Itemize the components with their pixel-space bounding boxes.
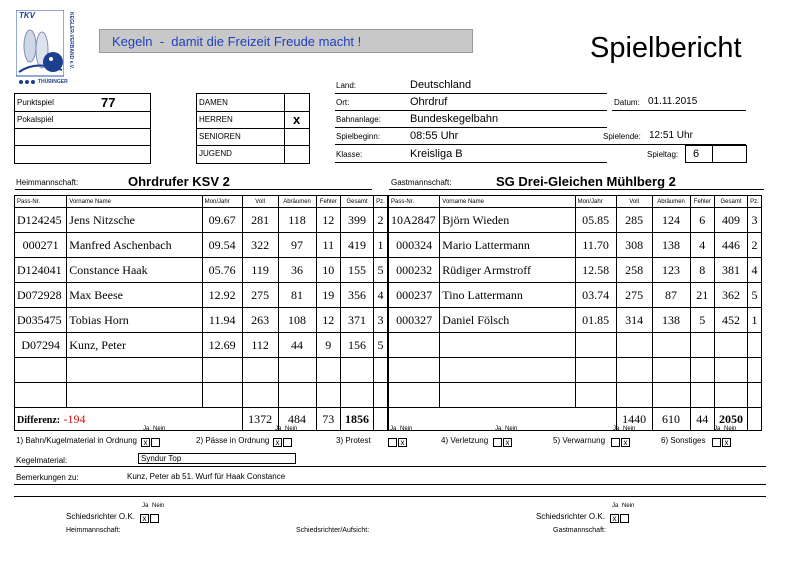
tkv-logo [16,10,78,88]
home-player-table [14,195,388,431]
check-4-nein-box[interactable]: x [503,438,512,447]
pass-cell[interactable]: 000237 [389,283,440,308]
col-header-fehler: Fehler [316,196,341,208]
fehler-cell[interactable] [316,358,341,383]
pass-cell[interactable]: D035475 [15,308,67,333]
col-header-monjahr: Mon/Jahr [575,196,616,208]
pz-cell[interactable] [373,383,387,408]
category-box [196,93,310,164]
kegelmaterial-value[interactable]: Syndur Top [141,454,182,463]
doc-title: Spielbericht [590,32,742,64]
pass-cell[interactable] [15,358,67,383]
monjahr-cell[interactable]: 12.92 [202,283,242,308]
check-2-nein-box[interactable] [283,438,292,447]
fehler-cell[interactable]: 12 [316,308,341,333]
pass-cell[interactable]: 000271 [15,233,67,258]
pz-cell[interactable]: 1 [373,233,387,258]
check-3-label: 3) Protest [336,436,371,445]
table-row [15,383,388,408]
monjahr-cell[interactable] [575,383,616,408]
abr-cell[interactable]: 87 [652,283,690,308]
nein-label: Nein [152,503,165,509]
ort-value[interactable]: Ohrdruf [410,96,448,108]
logo-side-text: KEGLER-VERBAND e.V. [68,12,74,70]
fehler-cell[interactable]: 21 [690,283,715,308]
voll-cell[interactable]: 275 [242,283,278,308]
home-team-name[interactable]: Ohrdrufer KSV 2 [128,174,230,189]
voll-cell[interactable]: 281 [242,208,278,233]
abr-cell[interactable]: 81 [278,283,316,308]
bahnanlage-label: Bahnanlage: [336,115,381,124]
col-header-monjahr: Mon/Jahr [202,196,242,208]
category-herren-label: HERREN [199,115,233,124]
slogan-text: Kegeln - damit die Freizeit Freude macht ! [112,34,362,49]
category-herren-mark[interactable]: x [293,112,301,127]
name-cell[interactable] [440,383,575,408]
schiri-right-ja-box[interactable]: x [610,514,619,523]
differenz-label: Differenz: [17,414,61,426]
col-header-name: Vorname Name [67,196,202,208]
name-cell[interactable]: Tobias Horn [67,308,202,333]
guest-total-voll[interactable]: 1440 [616,408,652,431]
spielbeginn-value[interactable]: 08:55 Uhr [410,130,459,142]
pz-cell[interactable]: 3 [747,208,761,233]
home-total-voll[interactable]: 1372 [242,408,278,431]
nein-label: Nein [505,426,518,432]
voll-cell[interactable] [242,358,278,383]
pz-cell[interactable]: 4 [373,283,387,308]
pass-cell[interactable]: 000232 [389,258,440,283]
check-4-ja-box[interactable] [493,438,502,447]
table-row [389,283,762,308]
nein-label: Nein [724,426,737,432]
ja-label: Ja [390,426,397,432]
col-header-gesamt: Gesamt [341,196,374,208]
table-row [15,283,388,308]
table-row [389,258,762,283]
pz-cell[interactable] [373,358,387,383]
home-total-gesamt[interactable]: 1856 [341,408,374,431]
voll-cell[interactable]: 314 [616,308,652,333]
pz-cell[interactable] [747,333,761,358]
signature-heim-label: Heimmannschaft: [66,527,121,534]
spielart-box [14,93,151,164]
pz-cell[interactable] [747,358,761,383]
pass-cell[interactable] [15,383,67,408]
gesamt-cell[interactable]: 419 [341,233,374,258]
gesamt-cell[interactable] [715,383,748,408]
abr-cell[interactable] [278,358,316,383]
fehler-cell[interactable]: 6 [690,208,715,233]
name-cell[interactable]: Rüdiger Armstroff [440,258,575,283]
category-senioren-label: SENIOREN [199,132,241,141]
name-cell[interactable]: Constance Haak [67,258,202,283]
monjahr-cell[interactable] [575,333,616,358]
pass-cell[interactable]: 000327 [389,308,440,333]
gesamt-cell[interactable] [715,358,748,383]
check-6-label: 6) Sonstiges [661,436,706,445]
pass-cell[interactable] [389,358,440,383]
pz-cell[interactable]: 1 [747,308,761,333]
datum-value[interactable]: 01.11.2015 [648,96,698,107]
home-header-row [15,196,388,208]
guest-team-label: Gastmannschaft: [391,178,452,187]
col-header-name: Vorname Name [440,196,575,208]
gesamt-cell[interactable] [341,358,374,383]
check-3-ja-box[interactable] [388,438,397,447]
monjahr-cell[interactable]: 12.69 [202,333,242,358]
col-header-abr: Abräumen [278,196,316,208]
monjahr-cell[interactable]: 09.67 [202,208,242,233]
name-cell[interactable]: Max Beese [67,283,202,308]
fehler-cell[interactable]: 12 [316,208,341,233]
name-cell[interactable]: Kunz, Peter [67,333,202,358]
punktspiel-label: Punktspiel [17,98,54,107]
voll-cell[interactable]: 258 [616,258,652,283]
category-jugend-label: JUGEND [199,149,232,158]
abr-cell[interactable]: 36 [278,258,316,283]
slogan-banner [99,29,473,53]
name-cell[interactable]: Manfred Aschenbach [67,233,202,258]
monjahr-cell[interactable]: 12.58 [575,258,616,283]
bahnanlage-value[interactable]: Bundeskegelbahn [410,113,499,125]
nein-label: Nein [623,426,636,432]
table-row [389,308,762,333]
gesamt-cell[interactable] [341,383,374,408]
table-row [15,308,388,333]
gesamt-cell[interactable]: 356 [341,283,374,308]
gesamt-cell[interactable]: 371 [341,308,374,333]
schiri-left-nein-box[interactable] [150,514,159,523]
check-1-ja-box[interactable]: x [141,438,150,447]
land-label: Land: [336,81,357,90]
name-cell[interactable]: Björn Wieden [440,208,575,233]
abr-cell[interactable]: 138 [652,233,690,258]
logo-bottom-text: THÜRINGER [38,79,68,85]
signature-gast-label: Gastmannschaft: [553,527,606,534]
name-cell[interactable]: Jens Nitzsche [67,208,202,233]
name-cell[interactable] [67,358,202,383]
check-6-ja-box[interactable] [712,438,721,447]
pokalspiel-label: Pokalspiel [17,115,54,124]
pz-cell[interactable]: 3 [373,308,387,333]
col-header-voll: Voll [616,196,652,208]
col-header-pz: Pz. [747,196,761,208]
abr-cell[interactable] [652,358,690,383]
spieltag-value[interactable]: 6 [693,148,700,160]
pz-cell[interactable]: 4 [747,258,761,283]
name-cell[interactable]: Tino Lattermann [440,283,575,308]
check-row [0,426,800,448]
pz-cell[interactable] [747,383,761,408]
guest-header-row [389,196,762,208]
fehler-cell[interactable]: 8 [690,258,715,283]
abr-cell[interactable] [652,383,690,408]
spielende-value[interactable]: 12:51 Uhr [649,130,693,141]
gesamt-cell[interactable]: 452 [715,308,748,333]
abr-cell[interactable]: 138 [652,308,690,333]
gesamt-cell[interactable]: 409 [715,208,748,233]
monjahr-cell[interactable] [202,383,242,408]
bemerkungen-label: Bemerkungen zu: [16,473,79,482]
voll-cell[interactable]: 275 [616,283,652,308]
voll-cell[interactable]: 263 [242,308,278,333]
col-header-pass: Pass-Nr. [15,196,67,208]
gesamt-cell[interactable]: 381 [715,258,748,283]
pass-cell[interactable]: D07294 [15,333,67,358]
schiedsrichter-ok-right-label: Schiedsrichter O.K. [536,512,605,521]
fehler-cell[interactable]: 9 [316,333,341,358]
fehler-cell[interactable]: 10 [316,258,341,283]
guest-player-table [388,195,762,431]
abr-cell[interactable]: 97 [278,233,316,258]
table-row [389,333,762,358]
ja-label: Ja [613,426,620,432]
table-row [15,358,388,383]
fehler-cell[interactable] [690,333,715,358]
table-row [15,208,388,233]
check-1-nein-box[interactable] [151,438,160,447]
abr-cell[interactable]: 124 [652,208,690,233]
check-3-nein-box[interactable]: x [398,438,407,447]
guest-team-name[interactable]: SG Drei-Gleichen Mühlberg 2 [496,174,676,189]
differenz-value[interactable]: -194 [63,411,86,426]
table-row [15,333,388,358]
pass-cell[interactable] [389,383,440,408]
monjahr-cell[interactable]: 03.74 [575,283,616,308]
gesamt-cell[interactable] [715,333,748,358]
home-total-abr[interactable]: 484 [278,408,316,431]
pass-cell[interactable]: D124245 [15,208,67,233]
spieltag-box [685,145,747,163]
pz-cell[interactable]: 2 [747,233,761,258]
abr-cell[interactable] [652,333,690,358]
klasse-value[interactable]: Kreisliga B [410,148,463,160]
table-row [389,208,762,233]
name-cell[interactable]: Mario Lattermann [440,233,575,258]
pass-cell[interactable]: D124041 [15,258,67,283]
fehler-cell[interactable]: 19 [316,283,341,308]
name-cell[interactable] [440,333,575,358]
gesamt-cell[interactable]: 156 [341,333,374,358]
col-header-abr: Abräumen [652,196,690,208]
check-1-label: 1) Bahn/Kugelmaterial in Ordnung [16,436,137,445]
col-header-voll: Voll [242,196,278,208]
gesamt-cell[interactable]: 399 [341,208,374,233]
check-2-ja-box[interactable]: x [273,438,282,447]
nein-label: Nein [285,426,298,432]
ja-label: Ja [275,426,282,432]
pz-cell[interactable]: 5 [373,333,387,358]
pass-cell[interactable]: 10A2847 [389,208,440,233]
col-header-gesamt: Gesamt [715,196,748,208]
schiri-left-ja-box[interactable]: x [140,514,149,523]
category-damen-label: DAMEN [199,98,228,107]
ort-label: Ort: [336,98,350,107]
bemerkungen-value[interactable]: Kunz, Peter ab 51. Wurf für Haak Constance [127,472,286,481]
monjahr-cell[interactable]: 05.85 [575,208,616,233]
pz-cell[interactable]: 2 [373,208,387,233]
col-header-fehler: Fehler [690,196,715,208]
pass-cell[interactable] [389,333,440,358]
home-team-label: Heimmannschaft: [16,178,79,187]
nein-label: Nein [400,426,413,432]
gesamt-cell[interactable]: 155 [341,258,374,283]
voll-cell[interactable]: 112 [242,333,278,358]
col-header-pass: Pass-Nr. [389,196,440,208]
table-row [15,258,388,283]
monjahr-cell[interactable]: 01.85 [575,308,616,333]
voll-cell[interactable] [616,333,652,358]
voll-cell[interactable]: 285 [616,208,652,233]
check-6-nein-box[interactable]: x [722,438,731,447]
schiri-right-nein-box[interactable] [620,514,629,523]
ja-label: Ja [143,426,150,432]
abr-cell[interactable]: 118 [278,208,316,233]
voll-cell[interactable] [616,383,652,408]
fehler-cell[interactable]: 4 [690,233,715,258]
signature-schiri-label: Schiedsrichter/Aufsicht: [296,527,370,534]
schiedsrichter-ok-left-label: Schiedsrichter O.K. [66,512,135,521]
abr-cell[interactable]: 123 [652,258,690,283]
check-5-label: 5) Verwarnung [553,436,606,445]
punktspiel-value[interactable]: 77 [101,95,116,110]
name-cell[interactable]: Daniel Fölsch [440,308,575,333]
voll-cell[interactable]: 308 [616,233,652,258]
fehler-cell[interactable]: 5 [690,308,715,333]
spielbeginn-label: Spielbeginn: [336,132,381,141]
voll-cell[interactable] [242,383,278,408]
fehler-cell[interactable] [690,383,715,408]
monjahr-cell[interactable]: 11.70 [575,233,616,258]
check-4-label: 4) Verletzung [441,436,489,445]
nein-label: Nein [153,426,166,432]
monjahr-cell[interactable] [202,358,242,383]
name-cell[interactable] [67,383,202,408]
gesamt-cell[interactable]: 362 [715,283,748,308]
monjahr-cell[interactable] [575,358,616,383]
monjahr-cell[interactable]: 09.54 [202,233,242,258]
voll-cell[interactable] [616,358,652,383]
pass-cell[interactable]: 000324 [389,233,440,258]
logo-top-text: TKV [19,11,35,20]
ja-label: Ja [495,426,502,432]
pz-cell[interactable]: 5 [373,258,387,283]
pass-cell[interactable]: D072928 [15,283,67,308]
check-5-ja-box[interactable] [611,438,620,447]
voll-cell[interactable]: 119 [242,258,278,283]
check-5-nein-box[interactable]: x [621,438,630,447]
fehler-cell[interactable]: 11 [316,233,341,258]
fehler-cell[interactable] [690,358,715,383]
gesamt-cell[interactable]: 446 [715,233,748,258]
land-value[interactable]: Deutschland [410,79,472,91]
table-row [15,233,388,258]
spielende-label: Spielende: [603,132,641,141]
pz-cell[interactable]: 5 [747,283,761,308]
abr-cell[interactable] [278,383,316,408]
ja-label: Ja [612,503,619,509]
home-total-fehler[interactable]: 73 [316,408,341,431]
nein-label: Nein [622,503,635,509]
monjahr-cell[interactable]: 05.76 [202,258,242,283]
klasse-label: Klasse: [336,150,363,159]
ja-label: Ja [714,426,721,432]
kegelmaterial-field[interactable] [138,453,296,464]
abr-cell[interactable]: 108 [278,308,316,333]
kegelmaterial-label: Kegelmaterial: [16,456,68,465]
ja-label: Ja [142,503,149,509]
voll-cell[interactable]: 322 [242,233,278,258]
abr-cell[interactable]: 44 [278,333,316,358]
guest-total-fehler[interactable]: 44 [690,408,715,431]
table-row [389,383,762,408]
guest-total-abr[interactable]: 610 [652,408,690,431]
spieltag-label: Spieltag: [647,150,679,159]
table-row [389,358,762,383]
col-header-pz: Pz. [373,196,387,208]
datum-label: Datum: [614,98,640,107]
monjahr-cell[interactable]: 11.94 [202,308,242,333]
table-row [389,233,762,258]
name-cell[interactable] [440,358,575,383]
fehler-cell[interactable] [316,383,341,408]
check-2-label: 2) Pässe in Ordnung [196,436,270,445]
guest-total-gesamt[interactable]: 2050 [715,408,748,431]
